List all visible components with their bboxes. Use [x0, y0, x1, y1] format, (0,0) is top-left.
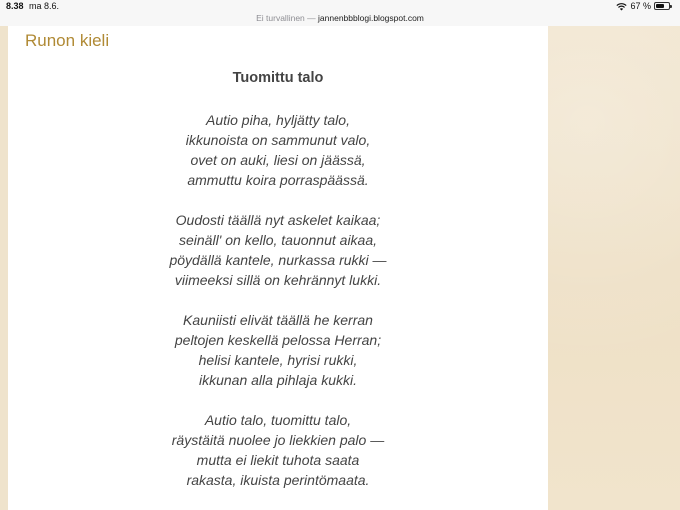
poem: [8, 110, 548, 510]
url-bar[interactable]: [0, 12, 680, 26]
post-title: Tuomittu talo: [232, 70, 324, 86]
status-right: [616, 1, 670, 11]
poem-line: Oudosti täällä nyt askelet kaikaa;: [175, 212, 381, 228]
wifi-icon: [616, 2, 627, 11]
poem-line: Autio piha, hyljätty talo,: [206, 112, 350, 128]
status-time: 8.38: [6, 1, 24, 11]
page-background-right: [548, 26, 680, 510]
status-date: ma 8.6.: [29, 1, 60, 11]
stanza-1: [8, 110, 548, 190]
url-separator: —: [307, 13, 316, 23]
stanza-4: [8, 410, 548, 490]
security-label: Ei turvallinen: [256, 13, 305, 23]
poem-line: räystäitä nuolee jo liekkien palo —: [171, 432, 385, 448]
url-domain: jannenbbblogi.blogspot.com: [318, 13, 424, 23]
poem-line: ovet on auki, liesi on jäässä,: [190, 152, 366, 168]
stanza-3: [8, 310, 548, 390]
poem-line: ikkunoista on sammunut valo,: [185, 132, 371, 148]
page-background-left: [0, 26, 8, 510]
poem-line: rakasta, ikuista perintömaata.: [186, 472, 370, 488]
stanza-2: [8, 210, 548, 290]
blog-content: [8, 26, 548, 510]
battery-fill: [656, 4, 664, 8]
blog-title[interactable]: Runon kieli: [25, 31, 110, 50]
poem-line: pöydällä kantele, nurkassa rukki —: [169, 252, 387, 268]
status-bar: [0, 0, 680, 12]
battery-icon: [654, 2, 670, 10]
poem-line: helisi kantele, hyrisi rukki,: [198, 352, 358, 368]
poem-line: seinäll' on kello, tauonnut aikaa,: [178, 232, 378, 248]
poem-line: ammuttu koira porraspäässä.: [187, 172, 369, 188]
poem-line: mutta ei liekit tuhota saata: [196, 452, 360, 468]
poem-line: Kauniisti elivät täällä he kerran: [183, 312, 373, 328]
battery-percent: 67 %: [630, 1, 651, 11]
poem-line: peltojen keskellä pelossa Herran;: [174, 332, 382, 348]
poem-line: ikkunan alla pihlaja kukki.: [199, 372, 357, 388]
poem-line: viimeeksi sillä on kehrännyt lukki.: [174, 272, 382, 288]
poem-line: Autio talo, tuomittu talo,: [204, 412, 352, 428]
